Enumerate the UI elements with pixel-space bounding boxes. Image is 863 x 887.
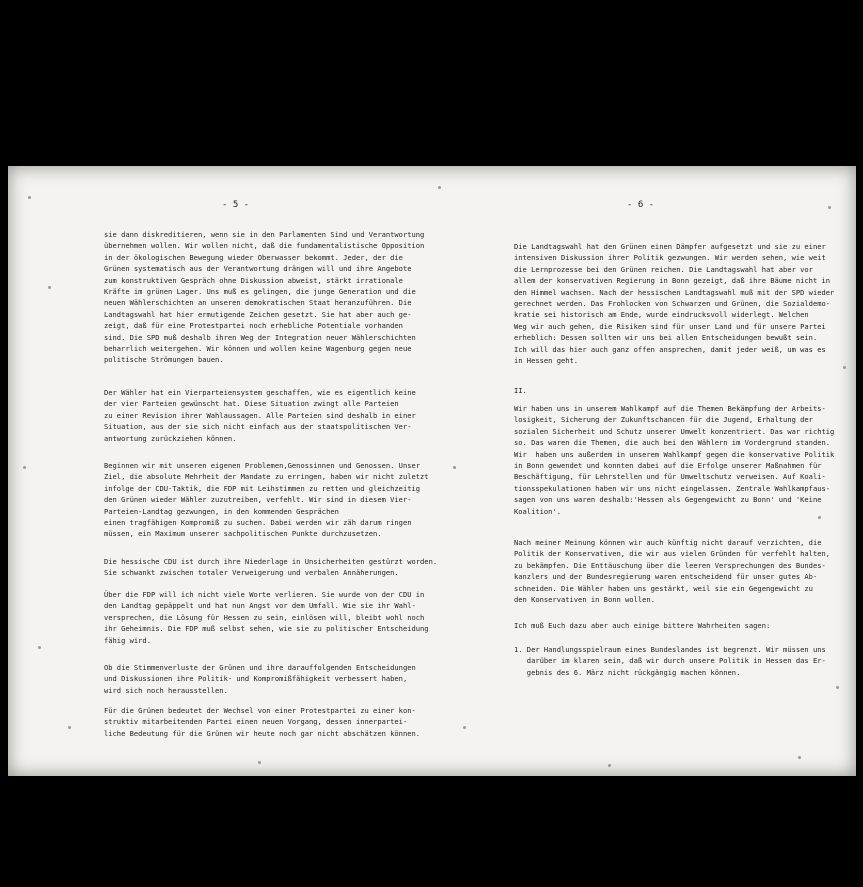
text-line: zeigt, daß für eine Protestpartei noch erhebliche Potentiale vorhanden <box>104 321 403 331</box>
scanned-document-spread <box>8 166 856 776</box>
text-line: Die Landtagswahl hat den Grünen einen Dämpfer aufgesetzt und sie zu einer <box>514 242 826 251</box>
text-line: einen tragfähigen Kompromiß zu suchen. Dabei werden wir zäh darum ringen <box>104 518 412 528</box>
text-line: zum konstruktiven Gespräch ohne Diskussion abweist, stärkt irrationale <box>104 275 403 285</box>
paragraph <box>104 589 429 646</box>
text-line: Nach meiner Meinung können wir auch künftig nicht darauf verzichten, die <box>514 538 822 547</box>
text-line: Ich will das hier auch ganz offen ansprechen, damit jeder weiß, um was es <box>514 344 826 354</box>
text-line: Koalition'. <box>514 506 561 516</box>
text-line: politische Strömungen bauen. <box>104 355 224 365</box>
text-line: Wir haben uns außerdem in unserem Wahlkampf gegen die konservative Politik <box>514 449 835 459</box>
scan-speck <box>23 466 26 469</box>
scan-speck <box>48 286 51 289</box>
text-line: liche Bedeutung für die Grünen wir heute noch gar nicht abschätzen können. <box>104 728 421 738</box>
text-line: den Konservativen in Bonn wollen. <box>514 595 655 605</box>
text-line: der vier Parteien gewünscht hat. Diese Situation zwingt alle Parteien <box>104 399 399 409</box>
scan-speck <box>843 366 846 369</box>
text-line: in der ökologischen Bewegung wieder Oberwasser bekommt. Jeder, der die <box>104 252 403 262</box>
text-line: so. Das waren die Themen, die auch bei den Wählern im Vordergrund standen. <box>514 438 831 448</box>
text-line: neuen Wählerschichten an unseren demokratischen Staat heranzuführen. Die <box>104 298 412 308</box>
text-line: ihr Geheimnis. Die FDP muß selbst sehen, wie sie zu politischer Entscheidung <box>104 624 429 634</box>
text-line: sozialen Sicherheit und Schutz unserer Umwelt konzentriert. Das war richtig <box>514 426 835 436</box>
text-line: Grünen systematisch aus der Verantwortung drängen will und ihre Angebote <box>104 264 412 274</box>
scan-speck <box>798 756 801 759</box>
section-heading <box>514 385 527 396</box>
text-line: die Lernprozesse bei den Grünen reichen. Die Landtagswahl hat aber vor <box>514 264 813 274</box>
text-line: antwortung zurückziehen können. <box>104 433 237 443</box>
text-line: darüber im klaren sein, daß wir durch unsere Politik in Hessen das Er- <box>514 656 826 666</box>
scan-speck <box>258 761 261 764</box>
text-line: fähig wird. <box>104 635 151 645</box>
paragraph <box>104 556 437 579</box>
text-line: zu einer Revision ihrer Wahlaussagen. Alle Parteien sind deshalb in einer <box>104 410 416 420</box>
paragraph <box>104 387 416 444</box>
text-line: intensiven Diskussion ihrer Politik gezwungen. Wir werden sehen, wie weit <box>514 253 826 263</box>
text-line: wird sich noch herausstellen. <box>104 685 228 695</box>
paragraph <box>514 620 770 631</box>
text-line: Parteien-Landtag gezwungen, in den kommenden Gesprächen <box>104 506 339 516</box>
text-line: losigkeit, Sicherung der Zukunftschancen für die Jugend, Erhaltung der <box>514 415 813 425</box>
paragraph <box>514 403 834 517</box>
text-line: sind. Die SPD muß deshalb ihren Weg der Integration neuer Wählerschichten <box>104 332 416 342</box>
scan-speck <box>818 516 821 519</box>
text-line: tionsspekulationen haben wir uns nicht eingelassen. Zentrale Wahlkampfaus- <box>514 483 831 493</box>
text-line: allem der konservativen Regierung in Bonn gezeigt, daß ihre Bäume nicht in <box>514 276 831 286</box>
text-line: struktiv mitarbeitenden Partei einen neuen Vorgang, dessen innerpartei- <box>104 717 408 727</box>
text-line: kanzlers und der Bundesregierung waren entscheidend für unser gutes Ab- <box>514 572 818 582</box>
text-line: Beginnen wir mit unseren eigenen Problemen,Genossinnen und Genossen. Unser <box>104 461 421 470</box>
text-line: beharrlich weitergehen. Wir können und wollen keine Wagenburg gegen neue <box>104 344 412 354</box>
text-line: in Hessen geht. <box>514 356 579 366</box>
scan-speck <box>438 186 441 189</box>
text-line: Ziel, die absolute Mehrheit der Mandate zu erringen, haben wir nicht zuletzt <box>104 472 429 482</box>
scan-speck <box>68 726 71 729</box>
paragraph <box>514 537 830 605</box>
numbered-list-item <box>514 644 826 678</box>
page-number: - 5 - <box>222 200 250 210</box>
text-line: versprechen, die Lösung für Hessen zu sein, einlösen will, bleibt wohl noch <box>104 612 425 622</box>
text-line: Die hessische CDU ist durch ihre Niederlage in Unsicherheiten gestürzt worden. <box>104 557 438 566</box>
text-line: Politik der Konservativen, die wir aus vielen Gründen für verfehlt halten, <box>514 549 831 559</box>
scan-speck <box>28 196 31 199</box>
scan-speck <box>608 764 611 767</box>
text-line: und Diskussionen ihre Politik- und Kompromißfähigkeit verbessert haben, <box>104 674 408 684</box>
text-line: infolge der CDU-Taktik, die FDP mit Leihstimmen zu retten und gleichzeitig <box>104 483 421 493</box>
text-line: 1. Der Handlungsspielraum eines Bundeslandes ist begrenzt. Wir müssen uns <box>514 645 826 654</box>
text-line: den Landtag gepäppelt und hat nun Angst vor dem Umfall. Wie sie ihr Wahl- <box>104 601 416 611</box>
text-line: Kräfte im grünen Lager. Uns muß es gelingen, die junge Generation und die <box>104 287 416 297</box>
text-line: gerechnet werden. Das Frohlocken von Schwarzen und Grünen, die Sozialdemo- <box>514 299 831 309</box>
paragraph <box>514 241 834 366</box>
scan-speck <box>828 206 831 209</box>
text-line: Situation, aus der sie sich nicht einfach aus der staatspolitischen Ver- <box>104 422 412 432</box>
text-line: Beschäftigung, für Lehrstellen und für Umweltschutz verweisen. Auf Koali- <box>514 472 826 482</box>
text-line: übernehmen wollen. Wir wollen nicht, daß die fundamentalistische Opposition <box>104 241 425 251</box>
text-line: Sie schwankt zwischen totaler Verweigerung und verbalen Annäherungen. <box>104 568 399 578</box>
text-line: Landtagswahl hat hier ermutigende Zeichen gesetzt. Sie hat aber auch ge- <box>104 309 412 319</box>
text-line: sie dann diskreditieren, wenn sie in den Parlamenten Sind und Verantwortung <box>104 230 425 239</box>
text-line: Der Wähler hat ein Vierparteiensystem geschaffen, wie es eigentlich keine <box>104 388 416 397</box>
text-line: kratie sei historisch am Ende, wurde eindrucksvoll widerlegt. Welchen <box>514 310 809 320</box>
text-line: Ob die Stimmenverluste der Grünen und ihre darauffolgenden Entscheidungen <box>104 663 416 672</box>
scan-speck <box>453 466 456 469</box>
scan-speck <box>836 686 839 689</box>
text-line: zu bekämpfen. Die Enttäuschung über die leeren Versprechungen des Bundes- <box>514 560 826 570</box>
scan-speck <box>463 726 466 729</box>
scan-speck <box>38 646 41 649</box>
text-line: gebnis des 6. März nicht rückgängig machen können. <box>514 667 741 677</box>
text-line: Wir haben uns in unserem Wahlkampf auf die Themen Bekämpfung der Arbeits- <box>514 404 826 413</box>
paragraph <box>104 460 429 540</box>
text-line: Über die FDP will ich nicht viele Worte verlieren. Sie wurde von der CDU in <box>104 590 425 599</box>
text-line: den Grünen wieder Wähler zuzutreiben, verfehlt. Wir sind in diesem Vier- <box>104 495 412 505</box>
text-line: in Bonn gewendet und konnten dabei auf die Erfolge unserer Maßnahmen für <box>514 461 822 471</box>
text-line: sagen von uns waren deshalb:'Hessen als Gegengewicht zu Bonn' und 'Keine <box>514 495 822 505</box>
text-line: Weg wir auch gehen, die Risiken sind für unser Land und für unsere Partei <box>514 321 826 331</box>
paragraph <box>104 705 420 739</box>
text-line: schneiden. Die Wähler haben uns gestärkt, weil sie ein Gegengewicht zu <box>514 583 813 593</box>
text-line: II. <box>514 386 527 395</box>
text-line: Für die Grünen bedeutet der Wechsel von einer Protestpartei zu einer kon- <box>104 706 416 715</box>
text-line: müssen, ein Maximum unserer sachpolitischen Punkte durchzusetzen. <box>104 529 382 539</box>
paragraph <box>104 229 424 366</box>
paragraph <box>104 662 416 696</box>
text-line: den Himmel wachsen. Nach der hessischen Landtagswahl muß mit der SPD wieder <box>514 287 835 297</box>
text-line: erheblich: Dessen sollten wir uns bei allen Entscheidungen bewußt sein. <box>514 333 818 343</box>
text-line: Ich muß Euch dazu aber auch einige bittere Wahrheiten sagen: <box>514 621 771 630</box>
page-number: - 6 - <box>627 200 655 210</box>
